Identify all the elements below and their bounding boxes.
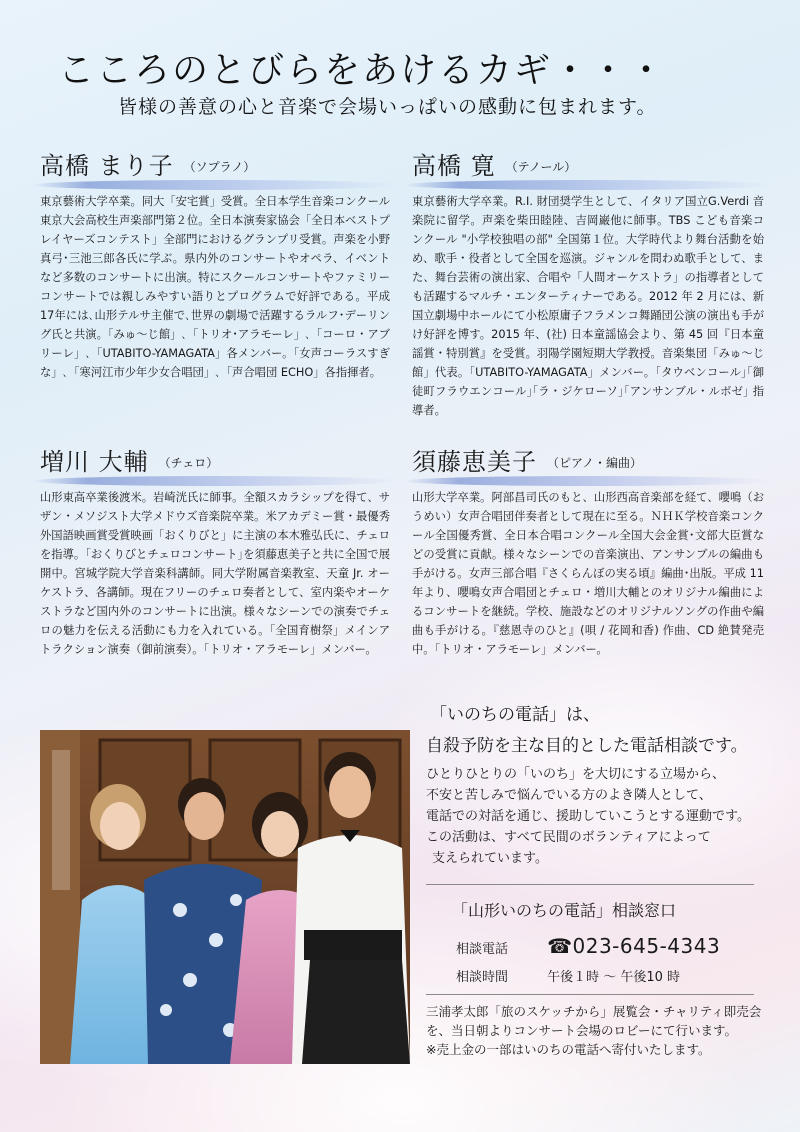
info-body [426,764,776,869]
exhibit-note: ※売上金の一部はいのちの電話へ寄付いたします。 [426,1042,711,1057]
performer-name: 須藤恵美子 [412,448,537,476]
exhibit-text: 三浦孝太郎「旅のスケッチから」展覧会・チャリティ即売会を、当日朝よりコンサート会場のロビーにて行います。 [426,1004,762,1038]
performer-name: 高橋 まり子 [40,152,174,180]
bio-text: 山形東高卒業後渡米。岩崎洸氏に師事。全額スカラシップを得て、サザン・メソジスト大学メドウズ音楽院卒業。米アカデミー賞・最優秀外国語映画賞受賞映画「おくりびと」に主演の本木雅弘氏に、チェロを指導。｢おくりびとチェロコンサート｣を須藤恵美子と共に全国で展開中。宮城学院大学音楽科講師。同大学附属音楽教室、天童 Jr. オーケストラ、各講師。現在フリーのチェロ奏者として、室内楽やオーケストラなど国内外のコンサートに出演。様々なシーンでの演奏でチェロの魅力を伝える活動にも力を入れている。「全国育樹祭」メインアトラクション演奏（御前演奏）。「トリオ・アラモーレ」メンバー。 [40,491,390,656]
divider [426,884,754,885]
bio-header [40,442,390,482]
performer-name: 高橋 寛 [412,152,496,180]
group-photo-illustration [40,730,410,1064]
name-underline [32,180,402,190]
info-body-line: 電話での対話を通じ、援助していこうとする運動です。 [426,809,750,824]
info-body-line: 支えられています。 [432,851,548,866]
divider [426,994,754,995]
info-body-line: 不安と苦しみで悩んでいる方のよき隣人として、 [426,788,712,803]
hours-row [456,966,680,985]
bio-header [412,146,764,186]
phone-row [456,934,720,958]
phone-label: 相談電話 [456,942,509,957]
bio-text: 山形大学卒業。阿部昌司氏のもと、山形西高音楽部を経て、嚶鳴（おうめい）女声合唱団伴奏者として現在に至る。ＮＨＫ学校音楽コンクール全国優秀賞、全日本合唱コンクール全国大会金賞･文部大臣賞などの受賞に貢献。様々なシーンでの音楽演出、アンサンブルの編曲も手がける。女声三部合唱『さくらんぼの実る頃』編曲･出版。平成 11 年より、嚶鳴女声合唱団とチェロ・増川大輔とのオリジナル編曲によるコンサートを継続。学校、施設などのオリジナルソングの作曲や編曲も手がける。『慈恩寺のひと』(唄 / 花岡和香) 作曲、CD 絶賛発売中。「トリオ・アラモーレ」メンバー。 [412,491,764,656]
subhead: 皆様の善意の心と音楽で会場いっぱいの感動に包まれます。 [118,96,657,118]
performer-role: （チェロ） [158,456,219,470]
bio-cello [40,442,390,659]
performer-role: （テノール） [505,160,577,174]
headline: こころのとびらをあけるカギ・・・ [58,50,667,91]
bio-header [412,442,764,482]
group-photo [40,730,410,1064]
performer-role: （ソプラノ） [183,160,256,174]
info-body-line: ひとりひとりの「いのち」を大切にする立場から、 [426,767,726,782]
phone-number[interactable]: ☎023-645-4343 [547,934,721,958]
info-title-line2: 自殺予防を主な目的とした電話相談です。 [426,736,748,756]
hours-value: 午後１時 ～ 午後10 時 [547,970,681,985]
performer-role: （ピアノ・編曲） [547,456,643,470]
bio-piano [412,442,764,659]
bio-header [40,146,390,186]
consultation-window-title: 「山形いのちの電話」相談窓口 [452,901,677,920]
info-title-line1: 「いのちの電話」は、 [430,705,600,725]
bio-tenor [412,146,764,420]
info-section [426,700,748,756]
name-underline [404,180,774,190]
performer-name: 増川 大輔 [40,448,149,476]
hours-label: 相談時間 [456,970,509,985]
info-body-line: この活動は、すべて民間のボランティアによって [426,830,711,845]
bio-soprano [40,146,390,382]
bio-text: 東京藝術大学卒業。同大「安宅賞」受賞。全日本学生音楽コンクール東京大会高校生声楽部門第２位。全日本演奏家協会「全日本ベストプレイヤーズコンテスト」全部門におけるグランプリ受賞。声楽を小野真弓･三池三郎各氏に学ぶ。県内外のコンサートやオペラ、イベントなど多数のコンサートに出演。特にスクールコンサートやファミリーコンサートでは親しみやすい語りとプログラムで好評である。平成17年には､山形テルサ主催で､世界の劇場で活躍するラルフ･デーリング氏と共演。「みゅ～じ館」､「トリオ･アラモーレ」､「コーロ・アブリーレ」､「UTABITO-YAMAGATA」各メンバー。「女声コーラスすぎな」､「寒河江市少年少女合唱団」､「声合唱団 ECHO」各指揮者。 [40,195,390,379]
name-underline [404,476,774,486]
exhibit-notice [426,1002,766,1059]
name-underline [32,476,402,486]
bio-text: 東京藝術大学卒業。R.I. 財団奨学生として、イタリア国立G.Verdi 音楽院に留学。声楽を柴田睦陸、吉岡巌他に師事。TBS こども音楽コンクール "小学校独唱の部" 全国第１位。大学時代より舞台活動を始め、歌手・役者として全国を巡演。ジャンルを問わぬ歌手として、また、舞台芸術の演出家、合唱や「人間オーケストラ」の指導者としても活躍するマルチ・エンターティナーである。2012 年 2 月には、新国立劇場中ホールにて小松原庸子フラメンコ舞踊団公演の演出も手がけ好評を博す。2015 年、(社) 日本童謡協会より、第 45 回『日本童謡賞・特別賞』を受賞。羽陽学園短期大学教授。音楽集団「みゅ～じ館」代表。「UTABITO-YAMAGATA」メンバー。｢タウベンコール｣｢御徒町フラウエンコール｣｢ラ・ジケローソ｣｢アンサンブル・ルボゼ｣ 指導者。 [412,195,764,417]
